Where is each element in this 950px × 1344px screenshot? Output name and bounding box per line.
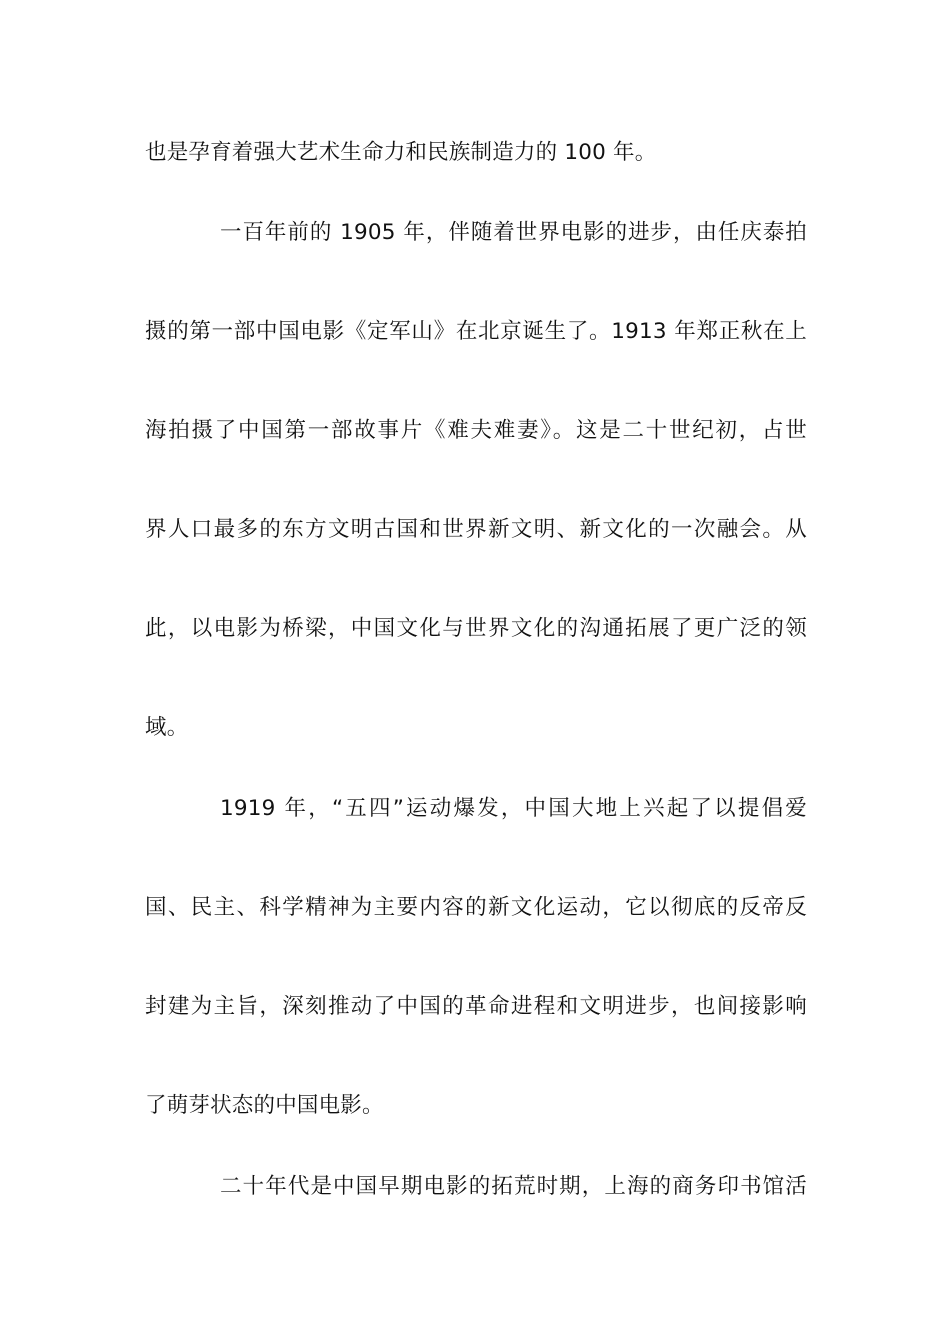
text-line: 1919 年，“五四”运动爆发，中国大地上兴起了以提倡爱 — [220, 796, 807, 821]
text-line: 界人口最多的东方文明古国和世界新文明、新文化的一次融会。从 — [145, 517, 807, 542]
text-line: 域。 — [145, 715, 189, 740]
text-line: 摄的第一部中国电影《定军山》在北京诞生了。1913 年郑正秋在上 — [145, 319, 807, 344]
text-line: 二十年代是中国早期电影的拓荒时期，上海的商务印书馆活 — [220, 1174, 807, 1199]
text-line: 海拍摄了中国第一部故事片《难夫难妻》。这是二十世纪初，占世 — [145, 418, 807, 443]
text-line: 一百年前的 1905 年，伴随着世界电影的进步，由任庆泰拍 — [220, 220, 807, 245]
text-line: 了萌芽状态的中国电影。 — [145, 1093, 384, 1118]
text-line: 此，以电影为桥梁，中国文化与世界文化的沟通拓展了更广泛的领 — [145, 616, 807, 641]
text-line: 国、民主、科学精神为主要内容的新文化运动，它以彻底的反帝反 — [145, 895, 807, 920]
text-line: 也是孕育着强大艺术生命力和民族制造力的 100 年。 — [145, 140, 657, 165]
text-line: 封建为主旨，深刻推动了中国的革命进程和文明进步，也间接影响 — [145, 994, 807, 1019]
